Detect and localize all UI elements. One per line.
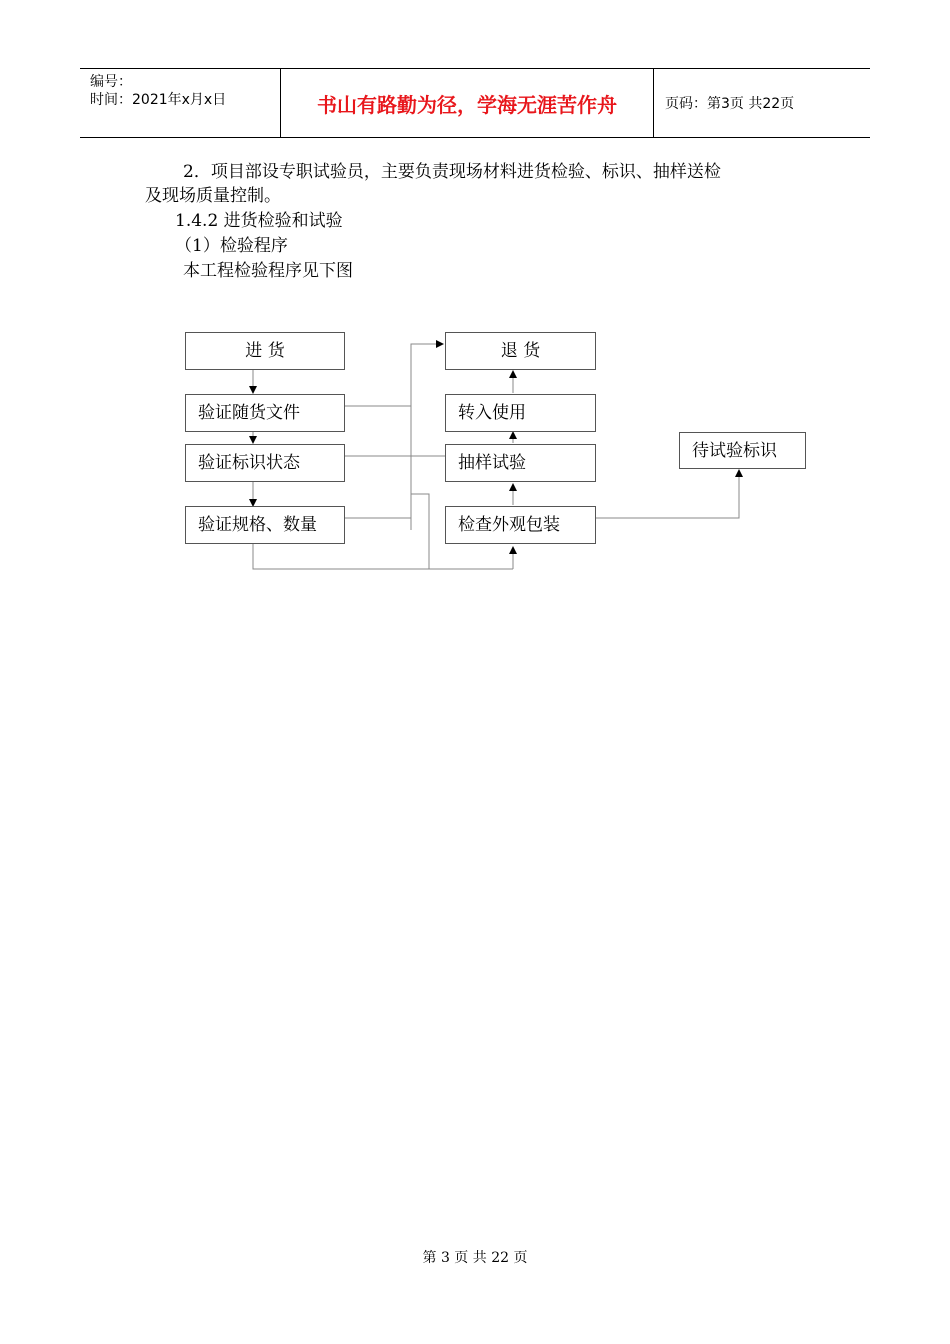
flow-box-verify-status: 验证标识状态 (185, 444, 345, 482)
header-page-info: 页码：第3页 共22页 (665, 96, 795, 112)
paragraph-line: 及现场质量控制。 (145, 186, 281, 206)
diagram-intro: 本工程检验程序见下图 (183, 261, 353, 281)
header-motto: 书山有路勤为径，学海无涯苦作舟 (281, 69, 654, 137)
document-date-label: 时间：2021年x月x日 (90, 92, 227, 108)
flow-box-return-goods: 退 货 (445, 332, 596, 370)
line-packaging-to-pending (596, 471, 739, 518)
flow-box-check-packaging: 检查外观包装 (445, 506, 596, 544)
flow-box-transfer-use: 转入使用 (445, 394, 596, 432)
flow-box-incoming: 进 货 (185, 332, 345, 370)
line-spec-to-packaging (253, 544, 513, 569)
paragraph-line: 2．项目部设专职试验员，主要负责现场材料进货检验、标识、抽样送检 (183, 162, 721, 182)
subsection-heading: （1）检验程序 (175, 236, 288, 256)
section-heading: 1.4.2 进货检验和试验 (175, 211, 343, 231)
flow-box-verify-spec: 验证规格、数量 (185, 506, 345, 544)
flow-box-pending-test-mark: 待试验标识 (679, 432, 806, 469)
document-number-label: 编号： (90, 74, 132, 90)
flow-box-verify-docs: 验证随货文件 (185, 394, 345, 432)
flow-box-sampling-test: 抽样试验 (445, 444, 596, 482)
line-return-trunk (411, 344, 442, 530)
page-footer: 第 3 页 共 22 页 (422, 1250, 528, 1266)
line-return-loop (411, 494, 429, 569)
